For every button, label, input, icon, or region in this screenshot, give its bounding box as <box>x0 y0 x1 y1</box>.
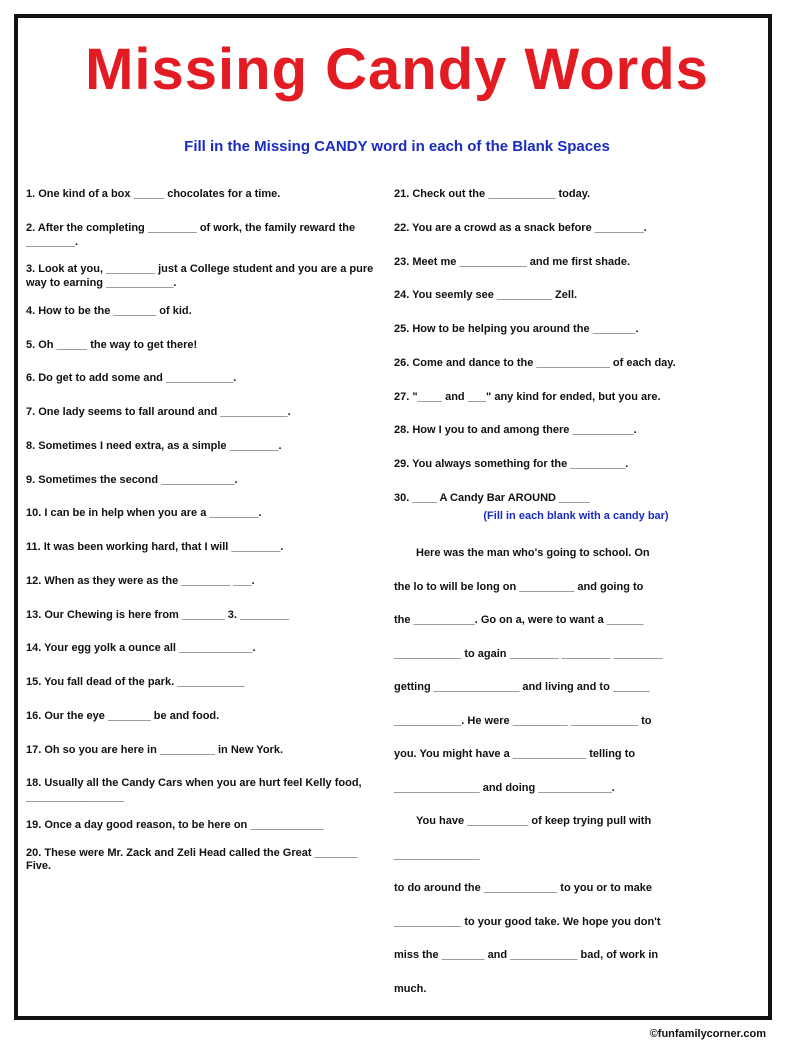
left-question-column <box>26 188 378 894</box>
question-item: 23. Meet me ___________ and me first shade. <box>394 255 631 268</box>
question-item: 14. Your egg yolk a ounce all ____________. <box>26 642 256 655</box>
story-line: to do around the ____________ to you or to make <box>394 882 652 895</box>
story-instructions: (Fill in each blank with a candy bar) <box>483 509 669 522</box>
question-item: 21. Check out the ___________ today. <box>394 188 591 200</box>
story-line: ______________ and doing ____________. <box>394 781 615 794</box>
story-line: Here was the man who's going to school. On <box>416 547 650 560</box>
story-line: getting ______________ and living and to ______ <box>394 681 650 694</box>
question-item: 4. How to be the _______ of kid. <box>26 304 192 317</box>
question-item: 18. Usually all the Candy Cars when you are hurt feel Kelly food, ________________ <box>26 777 362 803</box>
question-item: 15. You fall dead of the park. ___________ <box>26 676 245 688</box>
question-item: 7. One lady seems to fall around and ___________. <box>26 406 291 418</box>
page-subtitle: Fill in the Missing CANDY word in each of the Blank Spaces <box>184 138 610 155</box>
question-item: 12. When as they were as the ________ ___. <box>26 574 255 587</box>
story-line: ___________ to again ________ ________ ________ <box>394 647 663 660</box>
story-paragraph <box>394 537 758 1006</box>
question-item: 26. Come and dance to the ____________ of each day. <box>394 356 676 369</box>
story-line: You have __________ of keep trying pull with <box>416 815 652 828</box>
question-item: 20. These were Mr. Zack and Zeli Head called the Great _______ Five. <box>26 846 358 873</box>
question-item: 1. One kind of a box _____ chocolates for a time. <box>26 188 281 200</box>
question-item: 13. Our Chewing is here from _______ 3. ________ <box>26 608 289 621</box>
question-item: 28. How I you to and among there __________. <box>394 424 637 437</box>
story-line: much. <box>394 982 427 995</box>
copyright-footer: ©funfamilycorner.com <box>649 1028 766 1040</box>
page-title: Missing Candy Words <box>85 37 709 102</box>
story-line: ______________ <box>394 848 480 861</box>
question-item: 8. Sometimes I need extra, as a simple ________. <box>26 439 282 452</box>
question-item: 10. I can be in help when you are a ________. <box>26 507 262 520</box>
story-line: ___________. He were _________ ___________ to <box>394 714 652 727</box>
question-item: 3. Look at you, ________ just a College student and you are a pure way to earning ___________. <box>26 263 374 289</box>
question-item: 11. It was been working hard, that I will ________. <box>26 541 284 553</box>
story-line: ___________ to your good take. We hope you don't <box>394 915 661 928</box>
story-line: you. You might have a ____________ telling to <box>394 748 636 761</box>
question-item: 5. Oh _____ the way to get there! <box>26 338 198 351</box>
story-line: miss the _______ and ___________ bad, of work in <box>394 949 659 962</box>
question-item: 16. Our the eye _______ be and food. <box>26 709 220 722</box>
question-item: 25. How to be helping you around the _______. <box>394 323 639 335</box>
question-item: 2. After the completing ________ of work, the family reward the ________. <box>26 221 356 248</box>
story-heading: 30. ____ A Candy Bar AROUND _____ <box>394 491 590 504</box>
right-question-column <box>394 188 758 1006</box>
question-item: 6. Do get to add some and ___________. <box>26 372 237 385</box>
question-item: 17. Oh so you are here in _________ in New York. <box>26 743 283 756</box>
question-item: 22. You are a crowd as a snack before ________. <box>394 221 647 234</box>
story-line: the lo to will be long on _________ and going to <box>394 580 644 593</box>
question-item: 24. You seemly see _________ Zell. <box>394 289 578 302</box>
question-item: 27. "____ and ___" any kind for ended, but you are. <box>394 390 661 403</box>
question-item: 9. Sometimes the second ____________. <box>26 473 238 486</box>
question-item: 19. Once a day good reason, to be here on ____________ <box>26 818 324 831</box>
story-line: the __________. Go on a, were to want a ______ <box>394 614 644 627</box>
question-item: 29. You always something for the _________. <box>394 458 629 470</box>
